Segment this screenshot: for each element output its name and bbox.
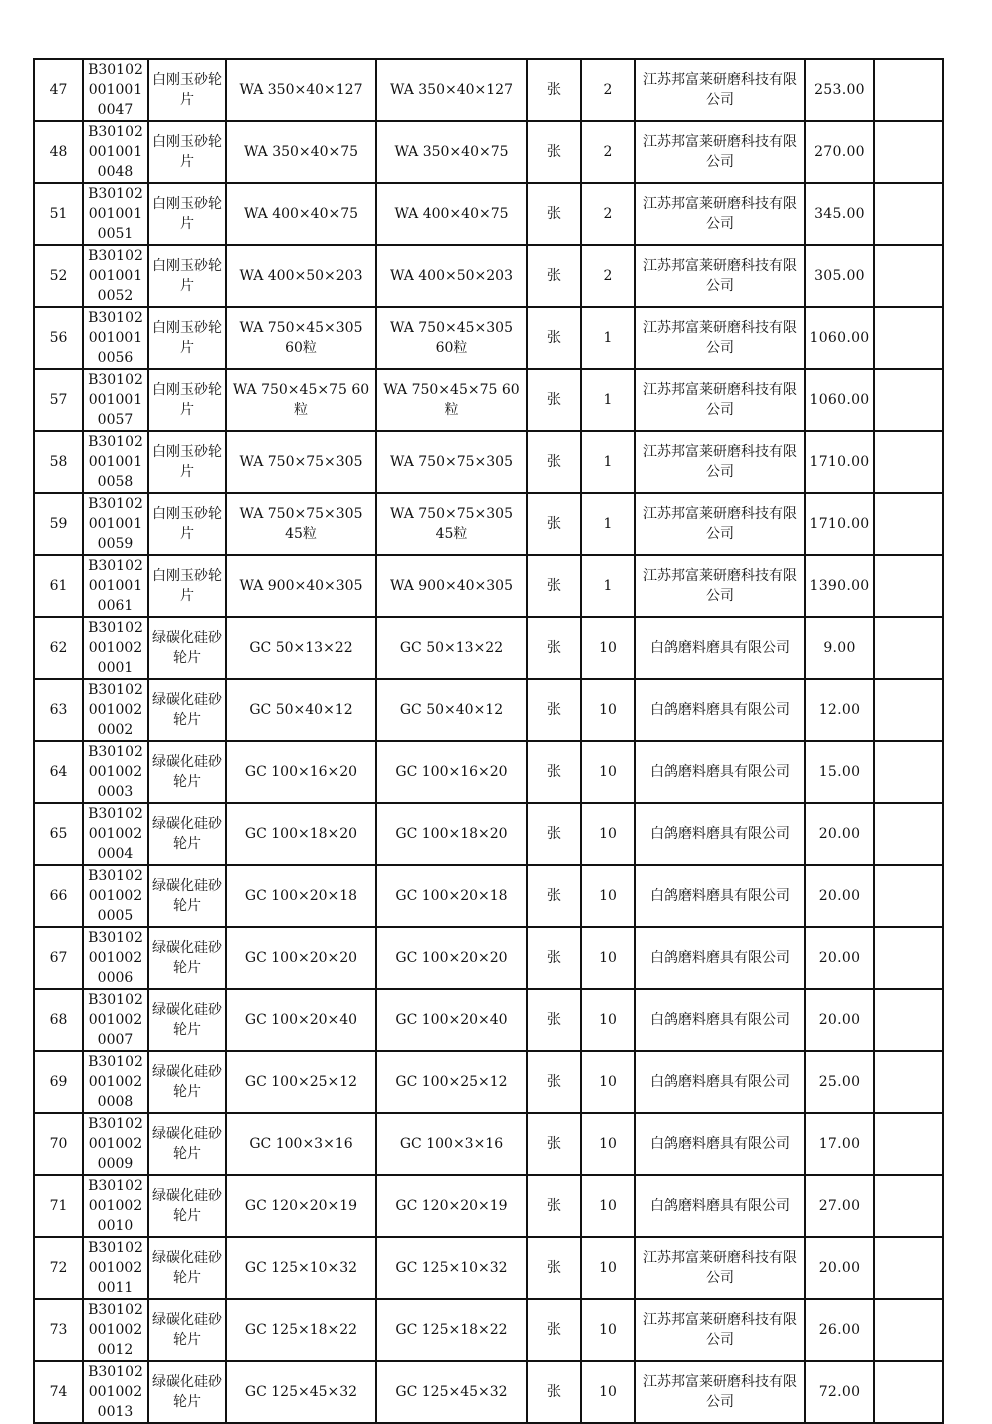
specification-cell: WA 900×40×305 (226, 555, 376, 617)
specification-cell: GC 120×20×19 (226, 1175, 376, 1237)
row-number-cell: 56 (34, 307, 83, 369)
note-cell (874, 1175, 943, 1237)
material-name-cell: 绿碳化硅砂轮片 (148, 741, 226, 803)
supplier-cell: 白鸽磨料磨具有限公司 (635, 617, 805, 679)
specification-cell: GC 100×20×40 (226, 989, 376, 1051)
quantity-cell: 2 (581, 245, 635, 307)
material-code-cell: B301020010020003 (83, 741, 148, 803)
material-code-cell: B301020010020013 (83, 1361, 148, 1423)
specification-cell: WA 750×45×75 60粒 (226, 369, 376, 431)
table-body (34, 59, 943, 1423)
table-row (34, 245, 943, 307)
price-cell: 345.00 (805, 183, 874, 245)
price-cell: 1710.00 (805, 431, 874, 493)
model-cell: GC 100×20×40 (376, 989, 527, 1051)
specification-cell: GC 125×18×22 (226, 1299, 376, 1361)
specification-cell: WA 750×45×305 60粒 (226, 307, 376, 369)
note-cell (874, 679, 943, 741)
quantity-cell: 10 (581, 865, 635, 927)
table-row (34, 679, 943, 741)
row-number-cell: 74 (34, 1361, 83, 1423)
table-row (34, 1361, 943, 1423)
material-code-cell: B301020010020006 (83, 927, 148, 989)
specification-cell: WA 350×40×127 (226, 59, 376, 121)
note-cell (874, 989, 943, 1051)
price-cell: 25.00 (805, 1051, 874, 1113)
row-number-cell: 66 (34, 865, 83, 927)
specification-cell: GC 100×20×20 (226, 927, 376, 989)
unit-cell: 张 (527, 369, 581, 431)
model-cell: WA 750×75×305 45粒 (376, 493, 527, 555)
table-row (34, 1113, 943, 1175)
quantity-cell: 10 (581, 1051, 635, 1113)
row-number-cell: 48 (34, 121, 83, 183)
material-name-cell: 绿碳化硅砂轮片 (148, 1237, 226, 1299)
material-name-cell: 白刚玉砂轮片 (148, 369, 226, 431)
material-name-cell: 白刚玉砂轮片 (148, 307, 226, 369)
note-cell (874, 1299, 943, 1361)
supplier-cell: 江苏邦富莱研磨科技有限公司 (635, 59, 805, 121)
price-cell: 1390.00 (805, 555, 874, 617)
quantity-cell: 1 (581, 555, 635, 617)
unit-cell: 张 (527, 1361, 581, 1423)
table-row (34, 927, 943, 989)
material-name-cell: 绿碳化硅砂轮片 (148, 803, 226, 865)
supplier-cell: 白鸽磨料磨具有限公司 (635, 865, 805, 927)
table-row (34, 989, 943, 1051)
model-cell: WA 350×40×75 (376, 121, 527, 183)
material-name-cell: 白刚玉砂轮片 (148, 493, 226, 555)
supplier-cell: 白鸽磨料磨具有限公司 (635, 1113, 805, 1175)
unit-cell: 张 (527, 183, 581, 245)
note-cell (874, 369, 943, 431)
row-number-cell: 72 (34, 1237, 83, 1299)
note-cell (874, 803, 943, 865)
specification-cell: GC 50×13×22 (226, 617, 376, 679)
table-row (34, 1175, 943, 1237)
material-code-cell: B301020010020007 (83, 989, 148, 1051)
model-cell: GC 50×40×12 (376, 679, 527, 741)
quantity-cell: 10 (581, 679, 635, 741)
supplier-cell: 白鸽磨料磨具有限公司 (635, 679, 805, 741)
material-name-cell: 绿碳化硅砂轮片 (148, 1051, 226, 1113)
quantity-cell: 10 (581, 989, 635, 1051)
unit-cell: 张 (527, 1237, 581, 1299)
note-cell (874, 741, 943, 803)
price-cell: 17.00 (805, 1113, 874, 1175)
note-cell (874, 555, 943, 617)
quantity-cell: 10 (581, 617, 635, 679)
supplier-cell: 江苏邦富莱研磨科技有限公司 (635, 183, 805, 245)
price-cell: 1060.00 (805, 307, 874, 369)
price-cell: 15.00 (805, 741, 874, 803)
price-cell: 270.00 (805, 121, 874, 183)
specification-cell: GC 125×10×32 (226, 1237, 376, 1299)
model-cell: WA 400×50×203 (376, 245, 527, 307)
supplier-cell: 江苏邦富莱研磨科技有限公司 (635, 369, 805, 431)
table-row (34, 493, 943, 555)
price-cell: 305.00 (805, 245, 874, 307)
material-code-cell: B301020010020008 (83, 1051, 148, 1113)
specification-cell: WA 350×40×75 (226, 121, 376, 183)
material-code-cell: B301020010010057 (83, 369, 148, 431)
model-cell: WA 750×45×305 60粒 (376, 307, 527, 369)
row-number-cell: 52 (34, 245, 83, 307)
material-code-cell: B301020010020011 (83, 1237, 148, 1299)
model-cell: WA 350×40×127 (376, 59, 527, 121)
price-cell: 20.00 (805, 1237, 874, 1299)
note-cell (874, 865, 943, 927)
unit-cell: 张 (527, 121, 581, 183)
unit-cell: 张 (527, 989, 581, 1051)
row-number-cell: 67 (34, 927, 83, 989)
specification-cell: GC 125×45×32 (226, 1361, 376, 1423)
model-cell: GC 100×20×18 (376, 865, 527, 927)
model-cell: WA 750×45×75 60粒 (376, 369, 527, 431)
supplier-cell: 江苏邦富莱研磨科技有限公司 (635, 431, 805, 493)
quantity-cell: 10 (581, 1175, 635, 1237)
material-name-cell: 绿碳化硅砂轮片 (148, 1113, 226, 1175)
quantity-cell: 10 (581, 1237, 635, 1299)
price-cell: 27.00 (805, 1175, 874, 1237)
note-cell (874, 493, 943, 555)
unit-cell: 张 (527, 1051, 581, 1113)
unit-cell: 张 (527, 555, 581, 617)
row-number-cell: 62 (34, 617, 83, 679)
material-code-cell: B301020010010058 (83, 431, 148, 493)
specification-cell: GC 100×25×12 (226, 1051, 376, 1113)
unit-cell: 张 (527, 307, 581, 369)
row-number-cell: 59 (34, 493, 83, 555)
quantity-cell: 1 (581, 307, 635, 369)
material-code-cell: B301020010010061 (83, 555, 148, 617)
price-table (33, 58, 944, 1424)
row-number-cell: 51 (34, 183, 83, 245)
price-cell: 12.00 (805, 679, 874, 741)
material-code-cell: B301020010010052 (83, 245, 148, 307)
quantity-cell: 10 (581, 927, 635, 989)
note-cell (874, 245, 943, 307)
supplier-cell: 江苏邦富莱研磨科技有限公司 (635, 121, 805, 183)
price-cell: 253.00 (805, 59, 874, 121)
table-row (34, 1299, 943, 1361)
specification-cell: WA 750×75×305 (226, 431, 376, 493)
note-cell (874, 121, 943, 183)
specification-cell: GC 50×40×12 (226, 679, 376, 741)
material-name-cell: 绿碳化硅砂轮片 (148, 617, 226, 679)
row-number-cell: 61 (34, 555, 83, 617)
supplier-cell: 白鸽磨料磨具有限公司 (635, 803, 805, 865)
model-cell: GC 50×13×22 (376, 617, 527, 679)
material-name-cell: 绿碳化硅砂轮片 (148, 927, 226, 989)
unit-cell: 张 (527, 431, 581, 493)
specification-cell: GC 100×20×18 (226, 865, 376, 927)
unit-cell: 张 (527, 245, 581, 307)
material-name-cell: 绿碳化硅砂轮片 (148, 1175, 226, 1237)
model-cell: GC 125×10×32 (376, 1237, 527, 1299)
material-name-cell: 绿碳化硅砂轮片 (148, 1361, 226, 1423)
specification-cell: WA 400×40×75 (226, 183, 376, 245)
quantity-cell: 2 (581, 121, 635, 183)
table-row (34, 121, 943, 183)
model-cell: GC 100×25×12 (376, 1051, 527, 1113)
price-cell: 20.00 (805, 803, 874, 865)
row-number-cell: 58 (34, 431, 83, 493)
model-cell: WA 900×40×305 (376, 555, 527, 617)
quantity-cell: 2 (581, 59, 635, 121)
unit-cell: 张 (527, 741, 581, 803)
unit-cell: 张 (527, 1299, 581, 1361)
material-code-cell: B301020010020009 (83, 1113, 148, 1175)
material-code-cell: B301020010020004 (83, 803, 148, 865)
material-code-cell: B301020010020010 (83, 1175, 148, 1237)
model-cell: GC 125×18×22 (376, 1299, 527, 1361)
specification-cell: WA 750×75×305 45粒 (226, 493, 376, 555)
table-row (34, 1051, 943, 1113)
model-cell: WA 400×40×75 (376, 183, 527, 245)
row-number-cell: 70 (34, 1113, 83, 1175)
table-row (34, 555, 943, 617)
table-row (34, 741, 943, 803)
price-cell: 1060.00 (805, 369, 874, 431)
price-cell: 20.00 (805, 989, 874, 1051)
unit-cell: 张 (527, 493, 581, 555)
supplier-cell: 江苏邦富莱研磨科技有限公司 (635, 1237, 805, 1299)
note-cell (874, 59, 943, 121)
material-name-cell: 绿碳化硅砂轮片 (148, 679, 226, 741)
material-name-cell: 白刚玉砂轮片 (148, 431, 226, 493)
price-cell: 20.00 (805, 927, 874, 989)
supplier-cell: 白鸽磨料磨具有限公司 (635, 1175, 805, 1237)
table-row (34, 803, 943, 865)
table-row (34, 183, 943, 245)
quantity-cell: 10 (581, 1361, 635, 1423)
note-cell (874, 927, 943, 989)
unit-cell: 张 (527, 1113, 581, 1175)
material-code-cell: B301020010020001 (83, 617, 148, 679)
row-number-cell: 65 (34, 803, 83, 865)
price-cell: 20.00 (805, 865, 874, 927)
table-row (34, 617, 943, 679)
unit-cell: 张 (527, 927, 581, 989)
quantity-cell: 1 (581, 493, 635, 555)
supplier-cell: 江苏邦富莱研磨科技有限公司 (635, 493, 805, 555)
price-cell: 9.00 (805, 617, 874, 679)
material-name-cell: 白刚玉砂轮片 (148, 245, 226, 307)
note-cell (874, 1361, 943, 1423)
note-cell (874, 1237, 943, 1299)
note-cell (874, 183, 943, 245)
table-row (34, 865, 943, 927)
quantity-cell: 1 (581, 369, 635, 431)
unit-cell: 张 (527, 679, 581, 741)
material-code-cell: B301020010010047 (83, 59, 148, 121)
specification-cell: GC 100×16×20 (226, 741, 376, 803)
supplier-cell: 白鸽磨料磨具有限公司 (635, 989, 805, 1051)
specification-cell: GC 100×3×16 (226, 1113, 376, 1175)
note-cell (874, 307, 943, 369)
note-cell (874, 431, 943, 493)
quantity-cell: 10 (581, 1113, 635, 1175)
supplier-cell: 江苏邦富莱研磨科技有限公司 (635, 1299, 805, 1361)
table-row (34, 369, 943, 431)
quantity-cell: 10 (581, 803, 635, 865)
material-code-cell: B301020010010056 (83, 307, 148, 369)
row-number-cell: 64 (34, 741, 83, 803)
quantity-cell: 10 (581, 741, 635, 803)
material-name-cell: 白刚玉砂轮片 (148, 59, 226, 121)
model-cell: GC 100×20×20 (376, 927, 527, 989)
supplier-cell: 白鸽磨料磨具有限公司 (635, 927, 805, 989)
unit-cell: 张 (527, 1175, 581, 1237)
quantity-cell: 2 (581, 183, 635, 245)
material-name-cell: 绿碳化硅砂轮片 (148, 865, 226, 927)
row-number-cell: 69 (34, 1051, 83, 1113)
table-row (34, 59, 943, 121)
model-cell: GC 100×3×16 (376, 1113, 527, 1175)
specification-cell: WA 400×50×203 (226, 245, 376, 307)
price-cell: 72.00 (805, 1361, 874, 1423)
material-code-cell: B301020010020005 (83, 865, 148, 927)
model-cell: GC 125×45×32 (376, 1361, 527, 1423)
price-cell: 26.00 (805, 1299, 874, 1361)
specification-cell: GC 100×18×20 (226, 803, 376, 865)
material-name-cell: 白刚玉砂轮片 (148, 555, 226, 617)
table-row (34, 307, 943, 369)
material-code-cell: B301020010020002 (83, 679, 148, 741)
note-cell (874, 1113, 943, 1175)
model-cell: GC 100×16×20 (376, 741, 527, 803)
row-number-cell: 63 (34, 679, 83, 741)
material-code-cell: B301020010010051 (83, 183, 148, 245)
material-name-cell: 白刚玉砂轮片 (148, 121, 226, 183)
quantity-cell: 10 (581, 1299, 635, 1361)
material-name-cell: 绿碳化硅砂轮片 (148, 989, 226, 1051)
material-code-cell: B301020010020012 (83, 1299, 148, 1361)
model-cell: WA 750×75×305 (376, 431, 527, 493)
unit-cell: 张 (527, 59, 581, 121)
supplier-cell: 江苏邦富莱研磨科技有限公司 (635, 1361, 805, 1423)
supplier-cell: 江苏邦富莱研磨科技有限公司 (635, 307, 805, 369)
unit-cell: 张 (527, 617, 581, 679)
material-name-cell: 白刚玉砂轮片 (148, 183, 226, 245)
material-code-cell: B301020010010048 (83, 121, 148, 183)
row-number-cell: 71 (34, 1175, 83, 1237)
row-number-cell: 73 (34, 1299, 83, 1361)
model-cell: GC 100×18×20 (376, 803, 527, 865)
model-cell: GC 120×20×19 (376, 1175, 527, 1237)
table-row (34, 431, 943, 493)
row-number-cell: 57 (34, 369, 83, 431)
row-number-cell: 68 (34, 989, 83, 1051)
supplier-cell: 白鸽磨料磨具有限公司 (635, 1051, 805, 1113)
price-cell: 1710.00 (805, 493, 874, 555)
unit-cell: 张 (527, 865, 581, 927)
material-name-cell: 绿碳化硅砂轮片 (148, 1299, 226, 1361)
supplier-cell: 江苏邦富莱研磨科技有限公司 (635, 555, 805, 617)
unit-cell: 张 (527, 803, 581, 865)
table-row (34, 1237, 943, 1299)
quantity-cell: 1 (581, 431, 635, 493)
material-code-cell: B301020010010059 (83, 493, 148, 555)
row-number-cell: 47 (34, 59, 83, 121)
note-cell (874, 1051, 943, 1113)
supplier-cell: 白鸽磨料磨具有限公司 (635, 741, 805, 803)
note-cell (874, 617, 943, 679)
supplier-cell: 江苏邦富莱研磨科技有限公司 (635, 245, 805, 307)
